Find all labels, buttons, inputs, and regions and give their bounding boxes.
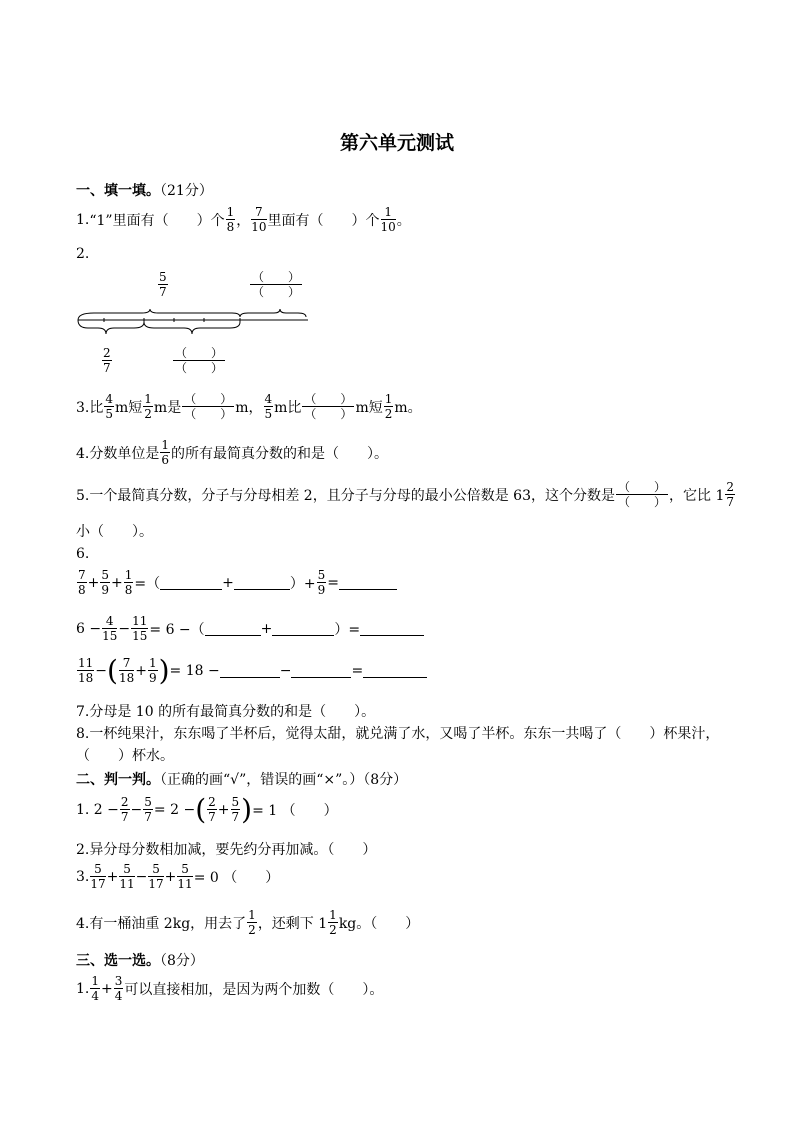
- question-7: 7.分母是 10 的所有最简真分数的和是（ ）。: [76, 704, 376, 720]
- q-text: 小（ ）。: [76, 524, 153, 540]
- q-text: ，它比 1: [669, 487, 725, 504]
- judge-3: 3. 5 17 + 5 11 − 5 17 + 5 11 = 0 （ ）: [76, 862, 280, 891]
- big-paren: (: [195, 792, 207, 826]
- section-title: 三、选一选。: [76, 953, 160, 969]
- segment-label-bottom-1: $\frac{2}{7}$: [103, 346, 111, 375]
- q-text: 。: [396, 212, 411, 229]
- q-number: 2.: [76, 246, 90, 262]
- judge-4: 4.有一桶油重 2kg，用去了 1 2 ，还剩下 1 1 2 kg。（ ）: [76, 908, 420, 937]
- answer-blank-fraction[interactable]: （ ） （ ）: [184, 392, 233, 421]
- question-6-row-1: 7 8 + 5 9 + 1 8 =（ + ）+ 5 9 =: [76, 568, 397, 597]
- section-2-heading: [76, 769, 407, 789]
- q-text: 5.一个最简真分数，分子与分母相差 2，且分子与分母的最小公倍数是 63，这个分数是: [76, 487, 615, 504]
- answer-blank-fraction[interactable]: （ ） （ ）: [304, 392, 353, 421]
- answer-blank[interactable]: [339, 575, 397, 590]
- answer-blank[interactable]: [291, 663, 351, 678]
- question-4: 4.分数单位是 1 6 的所有最简真分数的和是（ ）。: [76, 438, 388, 467]
- question-1: [76, 205, 411, 234]
- q-text: ，: [236, 212, 251, 229]
- question-6-row-3: 11 18 − ( 7 18 + 1 9 ) = 18 − − =: [76, 656, 427, 685]
- choice-1: 1. 1 4 + 3 4 可以直接相加，是因为两个加数（ ）。: [76, 974, 384, 1003]
- section-3-heading: [76, 950, 204, 970]
- big-paren: (: [107, 653, 118, 687]
- answer-blank[interactable]: [220, 663, 280, 678]
- segment-diagram: [74, 308, 314, 342]
- question-5: 5.一个最简真分数，分子与分母相差 2，且分子与分母的最小公倍数是 63，这个分数是 （ ） （ ） ，它比 1 2 7: [76, 480, 734, 509]
- question-3: 3.比 4 5 m短 1 2 m是 （ ） （ ） m， 4 5 m比 （ ） （ ） m短 1 2 m。: [76, 392, 422, 421]
- segment-label-top-1: $\frac{5}{7}$: [159, 270, 167, 299]
- answer-blank[interactable]: [205, 621, 261, 636]
- answer-blank[interactable]: [272, 621, 334, 636]
- q-text: m是: [153, 399, 182, 416]
- page-title: 第六单元测试: [339, 132, 454, 154]
- segment-label-bottom-2: （ ） （ ）: [175, 346, 224, 375]
- q-text: m短: [115, 399, 143, 416]
- q-text: m比: [274, 399, 302, 416]
- q-text: 3.比: [76, 399, 104, 416]
- q-text: m，: [235, 399, 263, 416]
- question-8-line-1: 8.一杯纯果汁，东东喝了半杯后，觉得太甜，就兑满了水，又喝了半杯。东东一共喝了（ ）杯果汁，: [76, 726, 720, 742]
- answer-blank[interactable]: [234, 575, 290, 590]
- q-text: m短: [355, 399, 383, 416]
- big-paren: ): [241, 792, 253, 826]
- q-text: m。: [394, 399, 422, 416]
- answer-blank-fraction[interactable]: （ ） （ ）: [617, 480, 666, 509]
- section-title: 二、判一判。: [76, 772, 160, 788]
- q-text: 的所有最简真分数的和是（ ）。: [171, 445, 388, 462]
- segment-label-top-2: （ ） （ ）: [252, 270, 301, 299]
- question-6-row-2: 6 − 4 15 − 11 15 = 6 −（ + ）=: [76, 614, 424, 643]
- answer-blank[interactable]: [360, 621, 424, 636]
- judge-1: 1. 2 − 2 7 − 5 7 = 2 − ( 2 7 + 5 7 ) = 1 （ ）: [76, 792, 338, 826]
- section-1-heading: [76, 180, 213, 200]
- question-8-line-2: （ ）杯水。: [76, 748, 174, 764]
- fraction: 7 10: [251, 205, 267, 234]
- fraction: 1 10: [380, 205, 396, 234]
- big-paren: ): [158, 653, 170, 687]
- q-text: 4.分数单位是: [76, 445, 160, 462]
- q-number: 1.: [76, 211, 90, 228]
- q-text: 里面有（ ）个: [267, 212, 380, 229]
- q-number: 6.: [76, 546, 90, 562]
- q-text: “1”里面有（ ）个: [89, 212, 225, 229]
- section-note: （正确的画“√”，错误的画“×”。）（8分）: [160, 772, 408, 788]
- answer-blank[interactable]: [363, 663, 427, 678]
- answer-blank[interactable]: [160, 575, 222, 590]
- section-note: （21分）: [160, 183, 213, 199]
- judge-2: 2.异分母分数相加减，要先约分再加减。（ ）: [76, 842, 377, 858]
- section-note: （8分）: [160, 953, 204, 969]
- fraction: 1 8: [226, 205, 235, 234]
- section-title: 一、填一填。: [76, 183, 160, 199]
